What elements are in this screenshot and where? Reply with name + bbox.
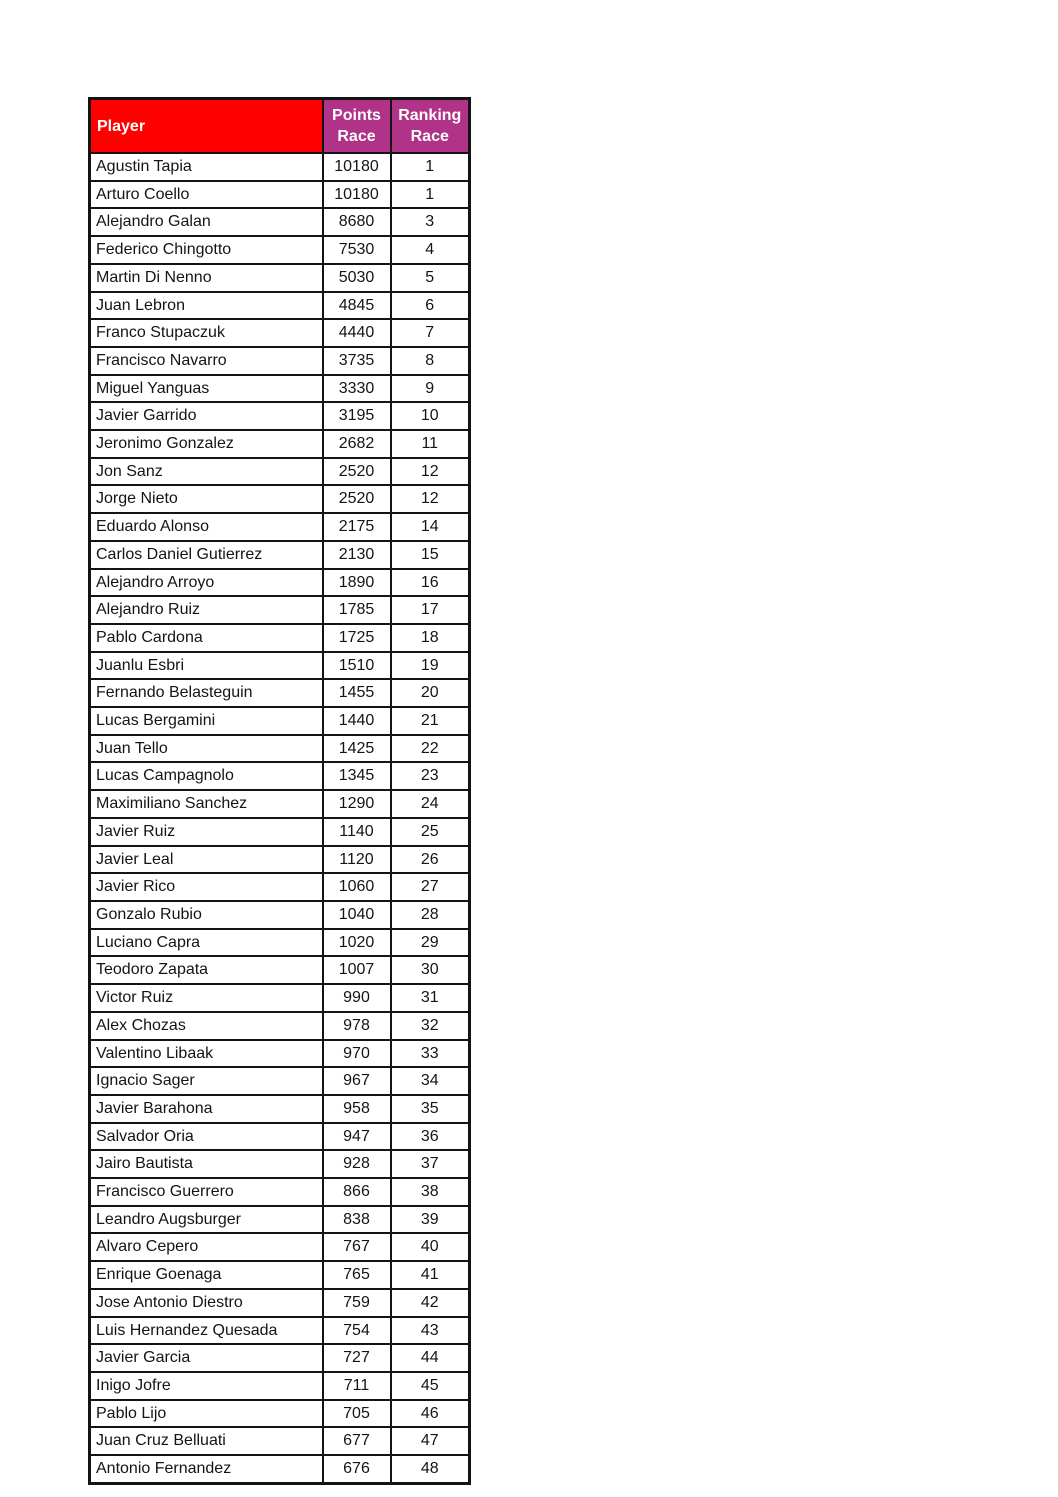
points-race-cell: 2520	[323, 458, 391, 486]
table-row	[90, 762, 470, 790]
points-race-cell: 1040	[323, 901, 391, 929]
table-row	[90, 873, 470, 901]
player-name-cell: Valentino Libaak	[90, 1040, 323, 1068]
player-name-cell: Jairo Bautista	[90, 1150, 323, 1178]
points-race-cell: 1007	[323, 956, 391, 984]
table-row	[90, 513, 470, 541]
table-row	[90, 818, 470, 846]
points-race-cell: 978	[323, 1012, 391, 1040]
player-name-cell: Juan Cruz Belluati	[90, 1427, 323, 1455]
table-row	[90, 569, 470, 597]
table-row	[90, 485, 470, 513]
points-race-cell: 1060	[323, 873, 391, 901]
ranking-race-cell: 4	[391, 236, 470, 264]
table-row	[90, 652, 470, 680]
table-row	[90, 956, 470, 984]
table-row	[90, 319, 470, 347]
points-race-cell: 676	[323, 1455, 391, 1483]
points-race-cell: 1120	[323, 846, 391, 874]
ranking-race-cell: 5	[391, 264, 470, 292]
table-row	[90, 901, 470, 929]
column-header-points-race: Points Race	[323, 99, 391, 154]
table-row	[90, 596, 470, 624]
player-name-cell: Maximiliano Sanchez	[90, 790, 323, 818]
ranking-race-cell: 29	[391, 929, 470, 957]
player-name-cell: Enrique Goenaga	[90, 1261, 323, 1289]
ranking-race-cell: 40	[391, 1233, 470, 1261]
player-name-cell: Juanlu Esbri	[90, 652, 323, 680]
ranking-race-cell: 41	[391, 1261, 470, 1289]
points-race-cell: 3195	[323, 402, 391, 430]
ranking-race-cell: 45	[391, 1372, 470, 1400]
ranking-race-cell: 20	[391, 679, 470, 707]
table-row	[90, 790, 470, 818]
table-row	[90, 1067, 470, 1095]
table-row	[90, 1344, 470, 1372]
ranking-race-cell: 16	[391, 569, 470, 597]
player-ranking-sheet	[88, 97, 468, 1485]
ranking-race-cell: 42	[391, 1289, 470, 1317]
ranking-race-cell: 23	[391, 762, 470, 790]
player-name-cell: Lucas Campagnolo	[90, 762, 323, 790]
ranking-race-cell: 10	[391, 402, 470, 430]
points-race-cell: 8680	[323, 208, 391, 236]
player-name-cell: Leandro Augsburger	[90, 1206, 323, 1234]
table-row	[90, 541, 470, 569]
points-race-cell: 1455	[323, 679, 391, 707]
points-race-cell: 4440	[323, 319, 391, 347]
player-name-cell: Federico Chingotto	[90, 236, 323, 264]
player-name-cell: Francisco Guerrero	[90, 1178, 323, 1206]
player-name-cell: Franco Stupaczuk	[90, 319, 323, 347]
ranking-race-cell: 14	[391, 513, 470, 541]
player-name-cell: Alvaro Cepero	[90, 1233, 323, 1261]
ranking-race-cell: 47	[391, 1427, 470, 1455]
player-name-cell: Jose Antonio Diestro	[90, 1289, 323, 1317]
table-row	[90, 846, 470, 874]
ranking-race-cell: 44	[391, 1344, 470, 1372]
table-row	[90, 153, 470, 181]
table-row	[90, 679, 470, 707]
points-race-cell: 7530	[323, 236, 391, 264]
points-race-cell: 765	[323, 1261, 391, 1289]
player-name-cell: Arturo Coello	[90, 181, 323, 209]
player-name-cell: Agustin Tapia	[90, 153, 323, 181]
ranking-race-cell: 43	[391, 1317, 470, 1345]
ranking-race-cell: 1	[391, 181, 470, 209]
ranking-race-cell: 19	[391, 652, 470, 680]
ranking-race-cell: 48	[391, 1455, 470, 1483]
table-row	[90, 929, 470, 957]
points-race-cell: 4845	[323, 292, 391, 320]
player-name-cell: Javier Leal	[90, 846, 323, 874]
table-row	[90, 292, 470, 320]
player-name-cell: Francisco Navarro	[90, 347, 323, 375]
player-name-cell: Alejandro Ruiz	[90, 596, 323, 624]
ranking-race-cell: 8	[391, 347, 470, 375]
ranking-race-cell: 31	[391, 984, 470, 1012]
table-row	[90, 735, 470, 763]
player-name-cell: Juan Lebron	[90, 292, 323, 320]
player-name-cell: Antonio Fernandez	[90, 1455, 323, 1483]
points-race-cell: 1440	[323, 707, 391, 735]
points-race-cell: 1785	[323, 596, 391, 624]
ranking-race-cell: 1	[391, 153, 470, 181]
points-race-cell: 1890	[323, 569, 391, 597]
table-row	[90, 402, 470, 430]
points-race-cell: 2130	[323, 541, 391, 569]
points-race-cell: 705	[323, 1400, 391, 1428]
ranking-race-cell: 37	[391, 1150, 470, 1178]
points-race-cell: 838	[323, 1206, 391, 1234]
points-race-cell: 759	[323, 1289, 391, 1317]
player-name-cell: Gonzalo Rubio	[90, 901, 323, 929]
player-name-cell: Salvador Oria	[90, 1123, 323, 1151]
points-race-cell: 990	[323, 984, 391, 1012]
points-race-cell: 866	[323, 1178, 391, 1206]
player-name-cell: Luis Hernandez Quesada	[90, 1317, 323, 1345]
ranking-race-cell: 3	[391, 208, 470, 236]
player-name-cell: Jon Sanz	[90, 458, 323, 486]
header-row	[90, 99, 470, 154]
points-race-cell: 3735	[323, 347, 391, 375]
table-row	[90, 1427, 470, 1455]
table-row	[90, 1178, 470, 1206]
points-race-cell: 754	[323, 1317, 391, 1345]
ranking-race-cell: 12	[391, 485, 470, 513]
points-race-cell: 2682	[323, 430, 391, 458]
ranking-race-cell: 17	[391, 596, 470, 624]
player-name-cell: Pablo Lijo	[90, 1400, 323, 1428]
table-row	[90, 1040, 470, 1068]
player-name-cell: Inigo Jofre	[90, 1372, 323, 1400]
table-row	[90, 1123, 470, 1151]
ranking-race-cell: 11	[391, 430, 470, 458]
points-race-cell: 947	[323, 1123, 391, 1151]
points-race-cell: 928	[323, 1150, 391, 1178]
ranking-race-cell: 38	[391, 1178, 470, 1206]
player-name-cell: Javier Barahona	[90, 1095, 323, 1123]
points-race-cell: 5030	[323, 264, 391, 292]
ranking-race-cell: 15	[391, 541, 470, 569]
player-name-cell: Fernando Belasteguin	[90, 679, 323, 707]
table-row	[90, 347, 470, 375]
table-row	[90, 624, 470, 652]
points-race-cell: 1140	[323, 818, 391, 846]
points-race-cell: 967	[323, 1067, 391, 1095]
player-name-cell: Javier Ruiz	[90, 818, 323, 846]
ranking-race-cell: 27	[391, 873, 470, 901]
points-race-cell: 727	[323, 1344, 391, 1372]
player-name-cell: Pablo Cardona	[90, 624, 323, 652]
ranking-race-cell: 24	[391, 790, 470, 818]
points-race-cell: 2175	[323, 513, 391, 541]
player-name-cell: Victor Ruiz	[90, 984, 323, 1012]
ranking-race-cell: 28	[391, 901, 470, 929]
ranking-race-cell: 21	[391, 707, 470, 735]
table-row	[90, 181, 470, 209]
points-race-cell: 711	[323, 1372, 391, 1400]
points-race-cell: 1345	[323, 762, 391, 790]
table-row	[90, 1372, 470, 1400]
table-row	[90, 1012, 470, 1040]
ranking-table	[88, 97, 471, 1485]
table-row	[90, 236, 470, 264]
points-race-cell: 1425	[323, 735, 391, 763]
table-row	[90, 430, 470, 458]
points-race-cell: 767	[323, 1233, 391, 1261]
points-race-cell: 677	[323, 1427, 391, 1455]
table-body	[90, 153, 470, 1483]
player-name-cell: Javier Rico	[90, 873, 323, 901]
points-race-cell: 970	[323, 1040, 391, 1068]
points-race-cell: 10180	[323, 181, 391, 209]
table-row	[90, 458, 470, 486]
player-name-cell: Juan Tello	[90, 735, 323, 763]
table-row	[90, 1317, 470, 1345]
player-name-cell: Jorge Nieto	[90, 485, 323, 513]
points-race-cell: 10180	[323, 153, 391, 181]
player-name-cell: Teodoro Zapata	[90, 956, 323, 984]
player-name-cell: Alex Chozas	[90, 1012, 323, 1040]
points-race-cell: 3330	[323, 375, 391, 403]
ranking-race-cell: 22	[391, 735, 470, 763]
ranking-race-cell: 26	[391, 846, 470, 874]
ranking-race-cell: 6	[391, 292, 470, 320]
player-name-cell: Lucas Bergamini	[90, 707, 323, 735]
table-row	[90, 264, 470, 292]
player-name-cell: Jeronimo Gonzalez	[90, 430, 323, 458]
player-name-cell: Martin Di Nenno	[90, 264, 323, 292]
table-row	[90, 1095, 470, 1123]
ranking-race-cell: 46	[391, 1400, 470, 1428]
points-race-cell: 2520	[323, 485, 391, 513]
player-name-cell: Alejandro Arroyo	[90, 569, 323, 597]
table-row	[90, 1289, 470, 1317]
ranking-race-cell: 32	[391, 1012, 470, 1040]
ranking-race-cell: 36	[391, 1123, 470, 1151]
ranking-race-cell: 30	[391, 956, 470, 984]
player-name-cell: Ignacio Sager	[90, 1067, 323, 1095]
ranking-race-cell: 39	[391, 1206, 470, 1234]
player-name-cell: Carlos Daniel Gutierrez	[90, 541, 323, 569]
ranking-race-cell: 33	[391, 1040, 470, 1068]
player-name-cell: Miguel Yanguas	[90, 375, 323, 403]
player-name-cell: Eduardo Alonso	[90, 513, 323, 541]
player-name-cell: Javier Garrido	[90, 402, 323, 430]
ranking-race-cell: 35	[391, 1095, 470, 1123]
ranking-race-cell: 9	[391, 375, 470, 403]
table-row	[90, 1150, 470, 1178]
table-row	[90, 984, 470, 1012]
ranking-race-cell: 12	[391, 458, 470, 486]
table-row	[90, 1400, 470, 1428]
table-row	[90, 1261, 470, 1289]
ranking-race-cell: 7	[391, 319, 470, 347]
table-row	[90, 1233, 470, 1261]
table-row	[90, 208, 470, 236]
column-header-ranking-race: Ranking Race	[391, 99, 470, 154]
table-row	[90, 375, 470, 403]
table-row	[90, 707, 470, 735]
table-row	[90, 1206, 470, 1234]
points-race-cell: 1510	[323, 652, 391, 680]
player-name-cell: Luciano Capra	[90, 929, 323, 957]
points-race-cell: 1020	[323, 929, 391, 957]
player-name-cell: Alejandro Galan	[90, 208, 323, 236]
table-row	[90, 1455, 470, 1483]
ranking-race-cell: 34	[391, 1067, 470, 1095]
ranking-race-cell: 25	[391, 818, 470, 846]
points-race-cell: 1290	[323, 790, 391, 818]
player-name-cell: Javier Garcia	[90, 1344, 323, 1372]
column-header-player: Player	[90, 99, 323, 154]
points-race-cell: 1725	[323, 624, 391, 652]
ranking-race-cell: 18	[391, 624, 470, 652]
points-race-cell: 958	[323, 1095, 391, 1123]
